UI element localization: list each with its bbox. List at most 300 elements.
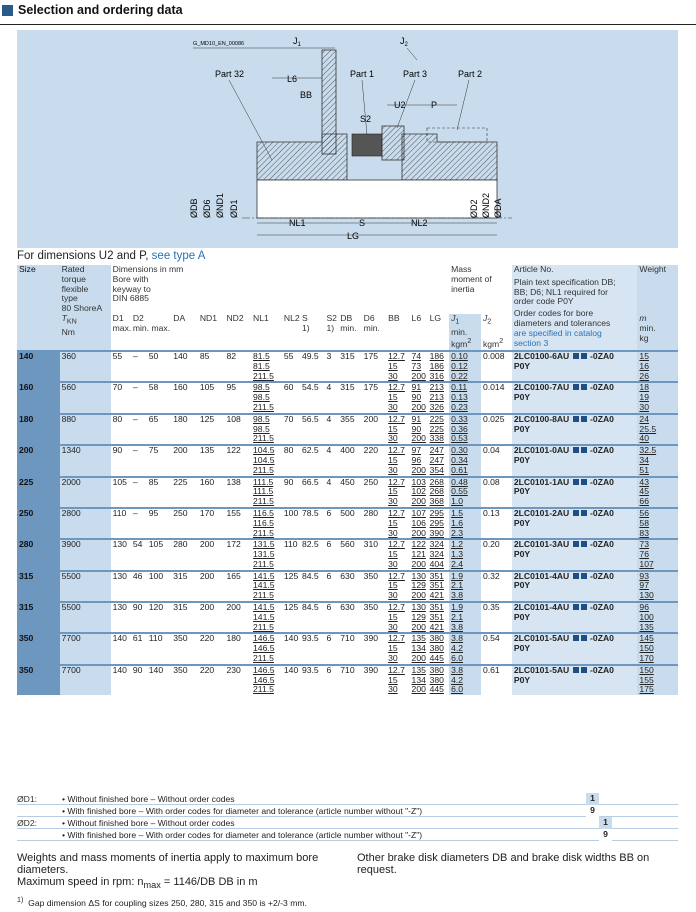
empty-cell — [481, 560, 512, 571]
empty-cell — [338, 372, 361, 383]
empty-cell — [324, 487, 338, 497]
j1-cell: 0.30 — [449, 445, 481, 456]
l6-cell: 107 — [411, 507, 426, 518]
bb-cell: 15 — [388, 487, 398, 497]
empty-cell — [300, 685, 324, 695]
bb-cell: 30 — [388, 371, 398, 381]
torque-cell: 5500 — [60, 571, 111, 582]
article-order-code: P0Y — [512, 613, 638, 623]
l6-cell: 200 — [411, 465, 426, 475]
table-row — [17, 508, 678, 519]
header-square-icon — [2, 5, 13, 16]
nl2-cell: 125 — [283, 570, 299, 581]
torque-cell: 3900 — [60, 539, 111, 550]
db-cell: 400 — [338, 445, 361, 456]
s-cell: 84.5 — [300, 602, 324, 613]
empty-cell — [338, 487, 361, 497]
empty-cell — [131, 487, 147, 497]
empty-cell — [300, 466, 324, 477]
nd2-cell: 138 — [224, 477, 251, 488]
placeholder-square-icon — [581, 510, 587, 516]
empty-cell — [481, 456, 512, 466]
empty-cell — [198, 403, 225, 414]
empty-cell — [481, 644, 512, 654]
torque-cell — [60, 676, 111, 686]
torque-cell — [60, 519, 111, 529]
nd2-cell: 82 — [224, 351, 251, 362]
d6-cell: 220 — [362, 445, 386, 456]
empty-cell — [147, 497, 171, 508]
s2-cell: 4 — [324, 382, 338, 393]
l6-cell: 122 — [411, 539, 426, 550]
weight-cell: 51 — [637, 466, 678, 477]
empty-cell — [198, 434, 225, 445]
empty-cell — [324, 372, 338, 383]
article-order-code: P0Y — [512, 581, 638, 591]
bb-cell: 15 — [388, 361, 398, 371]
nd2-cell: 172 — [224, 539, 251, 550]
empty-cell — [224, 487, 251, 497]
empty-cell — [224, 456, 251, 466]
col-rated-torque: Rated torque flexible type 80 ShoreA — [60, 265, 111, 314]
torque-cell: 360 — [60, 351, 111, 362]
empty-cell — [171, 644, 198, 654]
empty-cell — [171, 676, 198, 686]
empty-cell — [198, 560, 225, 571]
empty-cell — [171, 456, 198, 466]
da-label: ØDA — [493, 198, 503, 218]
size-cell: 350 — [17, 665, 60, 676]
weight-cell: 155 — [637, 676, 678, 686]
l6-cell: 129 — [411, 612, 426, 622]
torque-cell: 2000 — [60, 477, 111, 488]
d6-cell: 310 — [362, 539, 386, 550]
empty-cell — [362, 497, 386, 508]
s-cell: 78.5 — [300, 508, 324, 519]
placeholder-square-icon — [573, 667, 579, 673]
size-cell — [17, 362, 60, 372]
s-cell: 49.5 — [300, 351, 324, 362]
bb-cell: 12.7 — [386, 508, 409, 519]
bb-cell: 15 — [388, 581, 398, 591]
l6-cell: 91 — [410, 414, 428, 425]
size-cell — [17, 550, 60, 560]
bore-options — [17, 793, 678, 841]
empty-cell — [300, 623, 324, 634]
j1-cell: 2.4 — [449, 560, 481, 571]
empty-cell — [324, 497, 338, 508]
size-cell — [17, 393, 60, 403]
placeholder-square-icon — [573, 510, 579, 516]
bb-cell: 30 — [388, 528, 398, 538]
coupling-drawing-svg — [17, 30, 678, 248]
j2-cell: 0.61 — [481, 665, 512, 676]
empty-cell — [224, 623, 251, 634]
article-order-code: P0Y — [512, 362, 638, 372]
d2min-cell: 90 — [131, 602, 147, 613]
torque-cell — [60, 466, 111, 477]
nd2-cell: 230 — [224, 665, 251, 676]
weight-cell: 135 — [637, 623, 678, 634]
empty-cell — [324, 644, 338, 654]
weight-cell: 145 — [637, 633, 678, 644]
empty-cell — [198, 456, 225, 466]
empty-cell — [282, 581, 300, 591]
nd2-cell: 155 — [224, 508, 251, 519]
empty-cell — [111, 466, 131, 477]
empty-cell — [147, 434, 171, 445]
nl1-cell: 104.5 — [253, 455, 275, 465]
d2max-cell: 65 — [147, 414, 171, 425]
s2-cell: 6 — [324, 508, 338, 519]
weight-cell: 107 — [637, 560, 678, 571]
empty-cell — [131, 434, 147, 445]
dimension-note: For dimensions U2 and P, see type A — [17, 250, 206, 262]
d6-cell: 390 — [362, 633, 386, 644]
empty-cell — [282, 550, 300, 560]
empty-cell — [481, 487, 512, 497]
article-cell — [512, 560, 638, 571]
size-cell — [17, 425, 60, 435]
j1-cell: 0.36 — [449, 425, 481, 435]
empty-cell — [131, 581, 147, 591]
l6-cell: 135 — [411, 633, 426, 644]
d2max-cell: 100 — [147, 571, 171, 582]
bb-cell: 12.7 — [386, 539, 409, 550]
d1-label: ØD1 — [229, 199, 239, 218]
article-cell: 2LC0101-5AU -0ZA0 — [512, 665, 638, 676]
j1-cell: 0.12 — [449, 362, 481, 372]
bb-cell: 30 — [388, 559, 398, 569]
d2min-cell: 46 — [131, 571, 147, 582]
empty-cell — [111, 654, 131, 665]
placeholder-square-icon — [581, 479, 587, 485]
empty-cell — [282, 676, 300, 686]
empty-cell — [300, 403, 324, 414]
empty-cell — [481, 519, 512, 529]
col-dimensions: Dimensions in mm Bore with keyway to DIN 6885 — [111, 265, 449, 314]
empty-cell — [481, 550, 512, 560]
l6-cell: 200 — [411, 685, 426, 695]
j1-cell: 1.9 — [449, 602, 481, 613]
empty-cell — [147, 466, 171, 477]
d6-cell: 175 — [362, 382, 386, 393]
size-cell — [17, 591, 60, 602]
table-row — [17, 393, 678, 403]
j1-cell: 2.1 — [449, 581, 481, 591]
nl2-cell: 140 — [283, 633, 299, 644]
l6-cell: 200 — [411, 434, 426, 444]
j2-cell: 0.32 — [481, 571, 512, 582]
empty-cell — [171, 362, 198, 372]
empty-cell — [198, 676, 225, 686]
bore-option-row: ØD2: • Without finished bore – Without order codes 1 — [17, 817, 678, 829]
bb-label: BB — [300, 90, 313, 100]
empty-cell — [224, 434, 251, 445]
bb-cell: 30 — [388, 465, 398, 475]
table-row — [17, 445, 678, 456]
l6-cell: 121 — [411, 550, 426, 560]
table-row — [17, 477, 678, 488]
empty-cell — [338, 591, 361, 602]
d2min-cell: – — [131, 508, 147, 519]
weight-cell: 96 — [637, 602, 678, 613]
empty-cell — [481, 581, 512, 591]
empty-cell — [171, 487, 198, 497]
placeholder-square-icon — [573, 479, 579, 485]
article-cell — [512, 623, 638, 634]
placeholder-square-icon — [573, 573, 579, 579]
nl1-cell: 141.5 — [253, 612, 275, 622]
nl1-cell: 98.5 — [253, 424, 270, 434]
nd1-cell: 200 — [198, 539, 225, 550]
l6-cell: 200 — [411, 402, 426, 412]
empty-cell — [111, 362, 131, 372]
empty-cell — [300, 560, 324, 571]
empty-cell — [282, 685, 300, 695]
torque-cell — [60, 362, 111, 372]
torque-cell — [60, 497, 111, 508]
article-cell — [512, 466, 638, 477]
nd1-cell: 160 — [198, 477, 225, 488]
d6-cell: 350 — [362, 602, 386, 613]
empty-cell — [481, 613, 512, 623]
s2-cell: 3 — [324, 351, 338, 362]
empty-cell — [147, 372, 171, 383]
weight-cell: 93 — [637, 571, 678, 582]
selection-table: Size Rated torque flexible type 80 ShoreA Dimensions in mm Bore with keyway to DIN 6885 Mass moment of inertia Article No. Plain text specification DB; BB; D6; NL1 required for order code P0Y Order codes for bore diameters and tolerances are specified in catalog section 3 Weight $T_{KN}$ Nm D1 max. D2 min. max. DA ND1 ND2 NL1 NL2 S 1) S2 1) DB min. D6 min. BB L6 LG $J_1$ min. kgm$^2$ $J_2$ kgm$^2$ m min. kg 140 360 55 – 50 140 85 82 81.5 55 49.5 3 315 175 12.7 74 186 0.10 0.008 2LC0100-6AU -0ZA0 15 81.5 15 73 186 0.12 P0Y 16 211.5 30 200 316 0.22 26 160 560 70 – 58 160 105 95 98.5 60 54.5 4 315 175 12.7 91 213 0.11 0.014 2LC0100-7AU -0ZA0 18 98.5 15 90 213 0.13 P0Y 19 211.5 30 200 326 0.23 30 180 880 80 – 65 180 125 108 98.5 70 56.5 4 355 200 12.7 91 225 0.33 0.025 2LC0100-8AU -0ZA0 24 98.5 15 90 225 0.36 P0Y 25.5 211.5 30 200 338 0.53 40 200 1340 90 – 75 200 135 122 104.5 80 62.5 4 400 220 12.7 97 247 0.30 0.04 2LC0101-0AU -0ZA0 32.5 104.5 15 96 247 0.34 P0Y 34 211.5 30 200 354 0.61 51 225 2000 105 – 85 225 160 138 111.5 90 66.5 4 450 250 12.7 103 268 0.48 0.08 2LC0101-1AU -0ZA0 43 111.5 15 102 268 0.55 P0Y 45 211.5 30 200 368 1.0 66 250 2800 110 – 95 250 170 155 116.5 100 78.5 6 500 280 12.7 107 295 1.5 0.13 2LC0101-2AU -0ZA0 56 116.5 15 106 295 1.6 P0Y 58 211.5 30 200 390 2.3 83 280 3900 130 54 105 280 200 172 131.5 110 82.5 6 560 310 12.7 122 324 1.2 0.20 2LC0101-3AU -0ZA0 73 131.5 15 121 324 1.3 P0Y 76 211.5 30 200 404 2.4 107 315 5500 130 46 100 315 200 165 141.5 125 84.5 6 630 350 12.7 130 351 1.9 0.32 2LC0101-4AU -0ZA0 93 141.5 15 129 351 2.1 P0Y 97 211.5 30 200 421 3.8 130 315 5500 130 90 120 315 200 200 141.5 125 84.5 6 630 350 12.7 130 351 1.9 0.35 2LC0101-4AU -0ZA0 96 141.5 15 129 351 2.1 P0Y 100 211.5 30 200 421 3.8 135 350 7700 140 61 110 350 220 180 146.5 140 93.5 6 710 390 12.7 135 380 3.8 0.54 2LC0101-5AU -0ZA0 145 146.5 15 134 380 4.2 P0Y 150 211.5 30 200 445 6.0 170 350 7700 140 90 140 350 220 230 146.5 140 93.5 6 710 390 12.7 135 380 3.8 0.61 2LC0101-5AU -0ZA0 150 146.5 15 134 380 4.2 P0Y 155 211.5 30 200 445 6.0 175 — [17, 265, 678, 695]
torque-cell — [60, 685, 111, 695]
l6-cell: 97 — [410, 445, 428, 456]
j1-cell: 1.0 — [449, 497, 481, 508]
l6-cell: 106 — [411, 518, 426, 528]
size-cell: 315 — [17, 571, 60, 582]
d2min-cell: 90 — [131, 665, 147, 676]
empty-cell — [111, 581, 131, 591]
empty-cell — [224, 685, 251, 695]
nl1-cell: 141.5 — [253, 581, 275, 591]
empty-cell — [362, 560, 386, 571]
nd1-cell: 220 — [198, 633, 225, 644]
empty-cell — [147, 613, 171, 623]
size-cell — [17, 581, 60, 591]
empty-cell — [324, 676, 338, 686]
weight-cell: 150 — [637, 644, 678, 654]
j1-cell: 2.1 — [449, 613, 481, 623]
nd1-cell: 125 — [198, 414, 225, 425]
nl1-cell: 141.5 — [251, 602, 282, 613]
empty-cell — [362, 425, 386, 435]
d1-cell: 80 — [111, 414, 131, 425]
lg-cell: 186 — [428, 351, 449, 362]
nl2-cell: 60 — [282, 382, 300, 393]
lg-cell: 316 — [429, 371, 444, 381]
empty-cell — [324, 685, 338, 695]
l6-cell: 73 — [411, 361, 422, 371]
article-order-code: P0Y — [512, 393, 638, 403]
empty-cell — [481, 591, 512, 602]
db-label: ØDB — [189, 198, 199, 218]
db-cell: 355 — [338, 414, 361, 425]
d6-cell: 280 — [362, 508, 386, 519]
see-type-a-link[interactable]: see type A — [151, 250, 206, 262]
nl2-cell: 110 — [282, 539, 300, 550]
weight-cell: 15 — [637, 351, 678, 362]
empty-cell — [171, 550, 198, 560]
nl1-cell: 81.5 — [253, 361, 270, 371]
l6-cell: 102 — [411, 487, 426, 497]
l6-cell: 200 — [411, 591, 426, 601]
s2-cell: 4 — [324, 477, 338, 488]
table-row — [17, 676, 678, 686]
empty-cell — [131, 654, 147, 665]
article-cell — [512, 372, 638, 383]
nl1-cell: 98.5 — [251, 382, 282, 393]
lg-cell: 354 — [429, 465, 444, 475]
nl2-cell: 140 — [283, 664, 299, 675]
lg-cell: 380 — [429, 644, 444, 654]
table-row — [17, 351, 678, 362]
empty-cell — [362, 487, 386, 497]
empty-cell — [338, 466, 361, 477]
db-cell: 315 — [338, 382, 361, 393]
bb-cell: 15 — [388, 424, 398, 434]
empty-cell — [282, 623, 300, 634]
empty-cell — [224, 550, 251, 560]
weight-cell: 170 — [637, 654, 678, 665]
header-rule — [0, 24, 696, 25]
empty-cell — [224, 560, 251, 571]
weights-note: Weights and mass moments of inertia apply to maximum bore diameters. Maximum speed in rpm: $n_{max} = 1146/DB$ DB in m — [17, 852, 319, 891]
table-row — [17, 591, 678, 602]
torque-cell — [60, 644, 111, 654]
bb-cell: 30 — [388, 402, 398, 412]
table-row — [17, 487, 678, 497]
nl1-cell: 211.5 — [253, 685, 274, 695]
empty-cell — [282, 519, 300, 529]
empty-cell — [147, 644, 171, 654]
nl1-cell: 131.5 — [251, 539, 282, 550]
lg-cell: 268 — [429, 487, 444, 497]
lg-cell: 326 — [429, 402, 444, 412]
size-cell: 140 — [17, 351, 60, 362]
d2max-cell: 58 — [147, 382, 171, 393]
da-cell: 160 — [171, 382, 198, 393]
nl1-cell: 211.5 — [253, 497, 274, 507]
u2-label: U2 — [394, 100, 406, 110]
d1-cell: 105 — [111, 477, 131, 488]
j1-cell: 0.33 — [449, 414, 481, 425]
da-cell: 350 — [171, 633, 198, 644]
empty-cell — [282, 654, 300, 665]
torque-cell: 7700 — [60, 665, 111, 676]
empty-cell — [481, 654, 512, 665]
l6-cell: 200 — [411, 497, 426, 507]
j1-cell: 1.3 — [449, 550, 481, 560]
footnote: $^{1)}$ Gap dimension ΔS for coupling sizes 250, 280, 315 and 350 is +2/-3 mm. — [17, 896, 307, 908]
empty-cell — [131, 403, 147, 414]
s2-cell: 4 — [324, 445, 338, 456]
empty-cell — [224, 393, 251, 403]
table-row — [17, 466, 678, 477]
empty-cell — [111, 676, 131, 686]
empty-cell — [198, 372, 225, 383]
nd1-cell: 220 — [198, 665, 225, 676]
nd2-label: ØND2 — [481, 192, 491, 218]
brake-disk-note: Other brake disk diameters DB and brake disk widths BB on request. — [357, 852, 650, 876]
nd2-cell: 180 — [224, 633, 251, 644]
empty-cell — [324, 425, 338, 435]
empty-cell — [338, 497, 361, 508]
empty-cell — [362, 393, 386, 403]
empty-cell — [198, 425, 225, 435]
bb-cell: 12.7 — [386, 477, 409, 488]
lg-cell: 247 — [428, 445, 449, 456]
table-row — [17, 362, 678, 372]
placeholder-square-icon — [581, 353, 587, 359]
j1-cell: 0.55 — [449, 487, 481, 497]
table-row — [17, 665, 678, 676]
da-cell: 315 — [171, 571, 198, 582]
table-row — [17, 519, 678, 529]
d1-cell: 140 — [111, 633, 131, 644]
empty-cell — [198, 362, 225, 372]
empty-cell — [111, 623, 131, 634]
article-order-code: P0Y — [512, 456, 638, 466]
size-cell — [17, 529, 60, 540]
weight-cell: 58 — [637, 519, 678, 529]
empty-cell — [300, 425, 324, 435]
empty-cell — [300, 362, 324, 372]
da-cell: 180 — [171, 414, 198, 425]
empty-cell — [338, 529, 361, 540]
empty-cell — [481, 676, 512, 686]
lg-cell: 295 — [429, 518, 444, 528]
empty-cell — [131, 676, 147, 686]
d6-cell: 390 — [362, 665, 386, 676]
empty-cell — [324, 654, 338, 665]
empty-cell — [111, 372, 131, 383]
col-weight: Weight — [637, 265, 678, 314]
lg-cell: 324 — [429, 550, 444, 560]
nl1-cell: 211.5 — [253, 402, 274, 412]
empty-cell — [111, 529, 131, 540]
da-cell: 315 — [171, 602, 198, 613]
empty-cell — [198, 613, 225, 623]
j1-cell: 0.34 — [449, 456, 481, 466]
l6-cell: 200 — [411, 559, 426, 569]
empty-cell — [362, 529, 386, 540]
s2-cell: 6 — [324, 539, 338, 550]
table-row — [17, 613, 678, 623]
empty-cell — [111, 560, 131, 571]
empty-cell — [224, 654, 251, 665]
weight-cell: 16 — [637, 362, 678, 372]
weight-cell: 43 — [637, 477, 678, 488]
weight-cell: 19 — [637, 393, 678, 403]
col-mass-inertia: Mass moment of inertia — [449, 265, 512, 314]
article-cell — [512, 403, 638, 414]
size-cell — [17, 487, 60, 497]
d6-cell: 350 — [362, 571, 386, 582]
size-cell — [17, 654, 60, 665]
nd1-label: ØND1 — [215, 192, 225, 218]
empty-cell — [338, 425, 361, 435]
nl2-cell: 80 — [282, 445, 300, 456]
j1-cell: 0.61 — [449, 466, 481, 477]
j2-cell: 0.35 — [481, 602, 512, 613]
empty-cell — [481, 623, 512, 634]
